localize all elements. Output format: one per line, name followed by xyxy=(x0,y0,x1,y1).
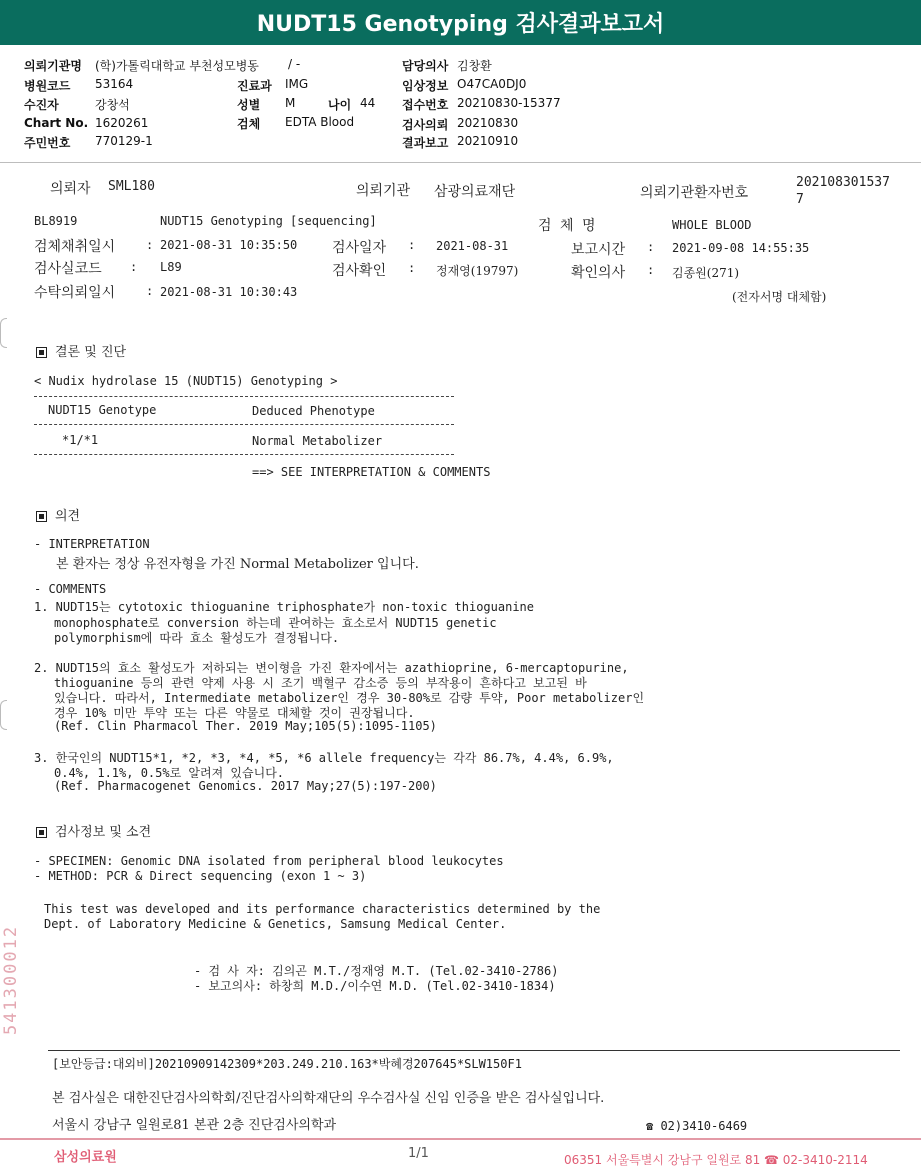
consign-colon: : xyxy=(146,284,154,298)
ward-value: / - xyxy=(288,57,301,71)
tester-line: - 검 사 자: 김의곤 M.T./정재영 M.T. (Tel.02-3410-2786) xyxy=(194,964,559,978)
report-header xyxy=(0,0,921,45)
req-patient-value-1: 202108301537 xyxy=(796,175,890,190)
consign-value: 2021-08-31 10:30:43 xyxy=(160,285,298,299)
confirm-doc-colon: : xyxy=(647,263,655,277)
punch-mark xyxy=(0,700,7,730)
hospital-name: 삼성의료원 xyxy=(54,1150,117,1165)
section-bullet-icon xyxy=(36,347,47,358)
confirm-doc-label: 확인의사 xyxy=(571,265,626,281)
confirm-doc-value: 김종원(271) xyxy=(672,266,740,280)
comment-1-line: monophosphate로 conversion 하는데 관여하는 효소로서 NUDT15 genetic xyxy=(54,616,497,630)
see-comments: ==> SEE INTERPRETATION & COMMENTS xyxy=(252,465,491,479)
receipt-value: 20210830-15377 xyxy=(457,96,561,110)
certification-text: 본 검사실은 대한진단검사의학회/진단검사의학재단의 우수검사실 신임 인증을 받은 검사실입니다. xyxy=(52,1091,605,1106)
comments-head: - COMMENTS xyxy=(34,582,107,596)
hospital-code-value: 53164 xyxy=(95,77,134,91)
hospital-code-label: 병원코드 xyxy=(24,79,71,93)
report-time-colon: : xyxy=(647,240,655,254)
specimen-name-label: 검 체 명 xyxy=(538,218,598,234)
security-line: [보안등급:대외비]20210909142309*203.249.210.163*박혜경207645*SLW150F1 xyxy=(52,1057,522,1071)
lab-address: 서울시 강남구 일원로81 본관 2층 진단검사의학과 xyxy=(52,1118,337,1133)
genotyping-subtitle: < Nudix hydrolase 15 (NUDT15) Genotyping > xyxy=(34,374,338,388)
interp-text: 본 환자는 정상 유전자형을 가진 Normal Metabolizer 입니다. xyxy=(56,557,419,572)
age-label: 나이 xyxy=(328,98,352,112)
test-code: BL8919 xyxy=(34,214,78,228)
collect-label: 검체채취일시 xyxy=(34,239,116,255)
report-time-value: 2021-09-08 14:55:35 xyxy=(672,241,810,255)
specimen-name-value: WHOLE BLOOD xyxy=(672,218,752,232)
comment-3-ref: (Ref. Pharmacogenet Genomics. 2017 May;27(5):197-200) xyxy=(54,779,437,793)
req-patient-value-2: 7 xyxy=(796,192,804,207)
punch-mark xyxy=(0,318,7,348)
clinical-label: 임상정보 xyxy=(402,79,449,93)
chart-label: Chart No. xyxy=(24,116,89,130)
dept-value: IMG xyxy=(285,77,309,91)
collect-value: 2021-08-31 10:35:50 xyxy=(160,238,298,252)
section-title: 의견 xyxy=(36,505,80,524)
req-inst-label: 의뢰기관 xyxy=(356,183,411,199)
interp-head: - INTERPRETATION xyxy=(34,537,150,551)
institution-label: 의뢰기관명 xyxy=(24,59,82,73)
comment-1-line: 1. NUDT15는 cytotoxic thioguanine triphosphate가 non-toxic thioguanine xyxy=(34,600,535,614)
collect-colon: : xyxy=(146,238,154,252)
disclaimer-line: Dept. of Laboratory Medicine & Genetics, Samsung Medical Center. xyxy=(44,917,507,931)
receipt-label: 접수번호 xyxy=(402,98,449,112)
doctor-value: 김창환 xyxy=(457,59,492,73)
footer-pink-rule xyxy=(0,1138,921,1140)
confirm-colon: : xyxy=(408,261,416,275)
req-patient-label: 의뢰기관환자번호 xyxy=(640,185,749,201)
comment-2-line: 2. NUDT15의 효소 활성도가 저하되는 변이형을 가진 환자에서는 azathioprine, 6-mercaptopurine, xyxy=(34,661,629,675)
report-date-label: 결과보고 xyxy=(402,136,449,150)
request-value: 20210830 xyxy=(457,116,519,130)
receiver-value: 강창석 xyxy=(95,98,130,112)
comment-1-line: polymorphism에 따라 효소 활성도가 결정됩니다. xyxy=(54,631,340,645)
chart-value: 1620261 xyxy=(95,116,149,130)
dash-rule xyxy=(34,454,454,455)
receiver-label: 수진자 xyxy=(24,98,59,112)
rrn-label: 주민번호 xyxy=(24,136,71,150)
req-inst-value: 삼광의료재단 xyxy=(434,184,516,200)
comment-3-line: 3. 한국인의 NUDT15*1, *2, *3, *4, *5, *6 allele frequency는 각각 86.7%, 4.4%, 6.9%, xyxy=(34,751,614,765)
report-title: NUDT15 Genotyping 검사결과보고서 xyxy=(256,12,665,37)
lab-code-colon: : xyxy=(130,260,138,274)
specimen-line: - SPECIMEN: Genomic DNA isolated from peripheral blood leukocytes xyxy=(34,854,504,868)
dash-rule xyxy=(34,424,454,425)
test-name: NUDT15 Genotyping [sequencing] xyxy=(160,214,377,228)
test-date-label: 검사일자 xyxy=(332,240,387,256)
lab-code-value: L89 xyxy=(160,260,182,274)
footer-rule xyxy=(48,1050,900,1051)
bottom-address: 06351 서울특별시 강남구 일원로 81 ☎ 02-3410-2114 xyxy=(564,1153,868,1167)
confirm-value: 정재영(19797) xyxy=(436,264,519,278)
test-date-value: 2021-08-31 xyxy=(436,239,509,253)
method-line: - METHOD: PCR & Direct sequencing (exon 1 ~ 3) xyxy=(34,869,367,883)
lab-code-label: 검사실코드 xyxy=(34,261,102,277)
section-title: 결론 및 진단 xyxy=(36,341,126,360)
sex-value: M xyxy=(285,96,296,110)
comment-2-line: 경우 10% 미만 투약 또는 다른 약물로 대체할 것이 권장됩니다. xyxy=(54,706,415,720)
sex-label: 성별 xyxy=(237,98,261,112)
col-genotype: NUDT15 Genotype xyxy=(48,403,157,417)
doctor-label: 담당의사 xyxy=(402,59,449,73)
comment-2-ref: (Ref. Clin Pharmacol Ther. 2019 May;105(5):1095-1105) xyxy=(54,719,437,733)
lab-phone: ☎ 02)3410-6469 xyxy=(646,1119,748,1133)
age-value: 44 xyxy=(360,96,376,110)
section-bullet-icon xyxy=(36,827,47,838)
section-title: 검사정보 및 소견 xyxy=(36,821,151,840)
requester-value: SML180 xyxy=(108,179,155,194)
report-time-label: 보고시간 xyxy=(571,242,626,258)
side-code: 541300012 xyxy=(1,924,22,1036)
reporter-line: - 보고의사: 하창희 M.D./이수연 M.D. (Tel.02-3410-1834) xyxy=(194,979,556,993)
specimen-label: 검체 xyxy=(237,117,261,131)
section-bullet-icon xyxy=(36,511,47,522)
page-number: 1/1 xyxy=(408,1146,429,1161)
comment-3-line: 0.4%, 1.1%, 0.5%로 알려져 있습니다. xyxy=(54,766,285,780)
comment-2-line: 있습니다. 따라서, Intermediate metabolizer인 경우 30-80%로 감량 투약, Poor metabolizer인 xyxy=(54,691,645,705)
dept-label: 진료과 xyxy=(237,79,272,93)
consign-label: 수탁의뢰일시 xyxy=(34,285,116,301)
clinical-value: O47CA0DJ0 xyxy=(457,77,527,91)
comment-2-line: thioguanine 등의 관련 약제 사용 시 조기 백혈구 감소증 등의 부작용이 흔하다고 보고된 바 xyxy=(54,676,587,690)
institution-value: (학)가톨릭대학교 부천성모병동 xyxy=(95,59,259,73)
specimen-value: EDTA Blood xyxy=(285,115,355,129)
request-label: 검사의뢰 xyxy=(402,118,449,132)
report-date-value: 20210910 xyxy=(457,134,519,148)
divider xyxy=(0,162,921,163)
confirm-label: 검사확인 xyxy=(332,263,387,279)
genotype-value: *1/*1 xyxy=(62,433,99,447)
col-phenotype: Deduced Phenotype xyxy=(252,404,375,418)
rrn-value: 770129-1 xyxy=(95,134,153,148)
dash-rule xyxy=(34,396,454,397)
test-date-colon: : xyxy=(408,238,416,252)
signature-note: (전자서명 대체함) xyxy=(732,290,827,304)
phenotype-value: Normal Metabolizer xyxy=(252,434,383,448)
disclaimer-line: This test was developed and its performance characteristics determined by the xyxy=(44,902,601,916)
requester-label: 의뢰자 xyxy=(50,181,91,197)
